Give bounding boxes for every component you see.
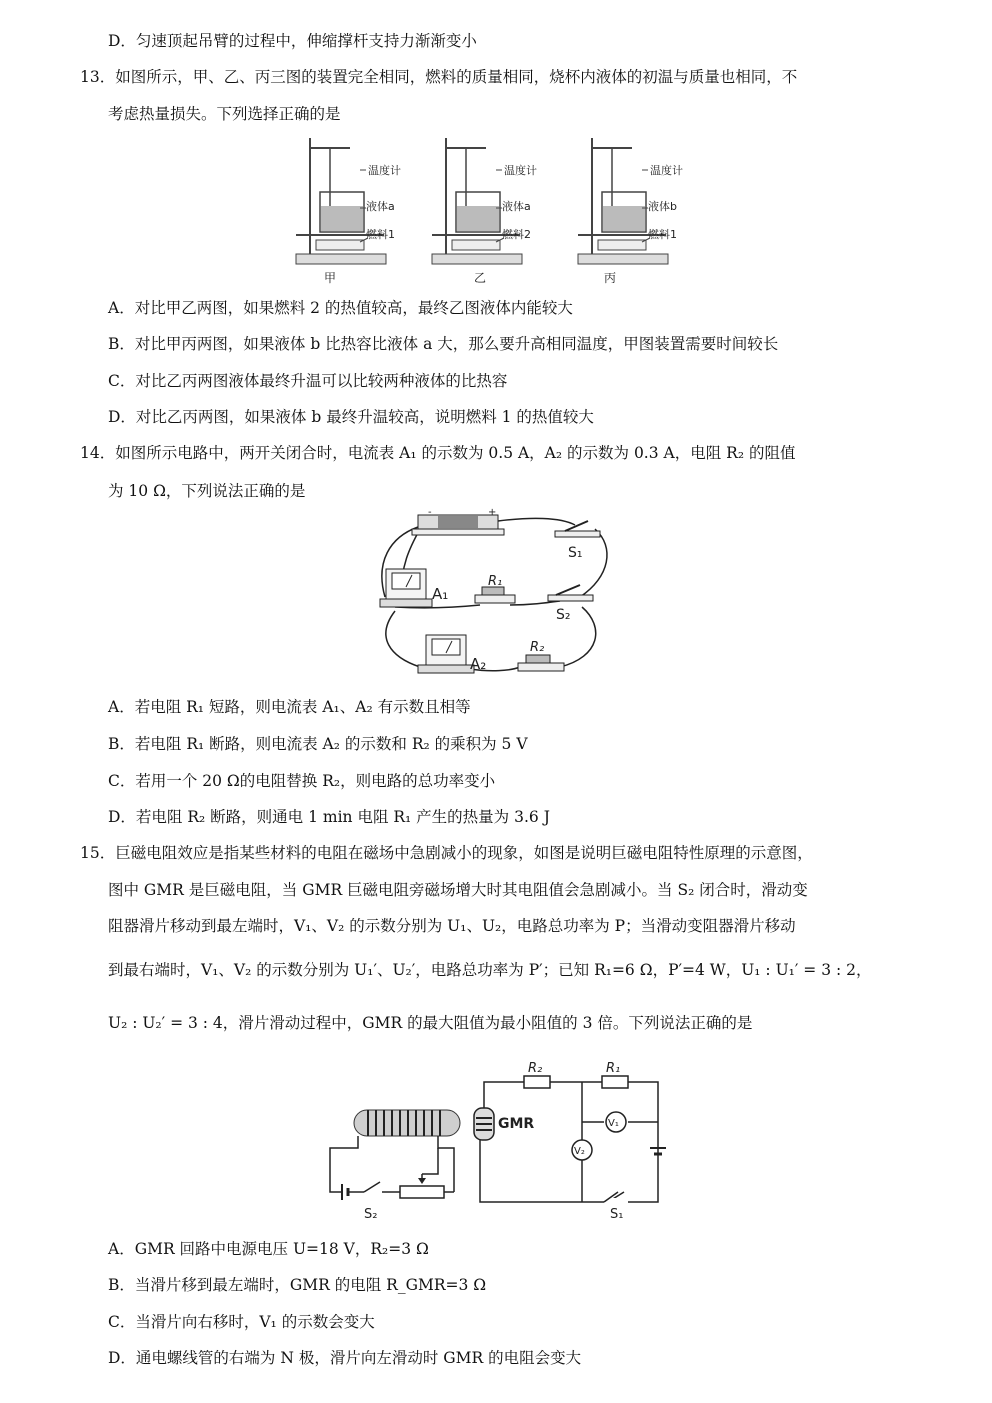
label-r2-gmr: R₂ — [528, 1061, 543, 1076]
label-r2: R₂ — [530, 640, 545, 655]
q15-option-a: A．GMR 回路中电源电压 U=18 V，R₂=3 Ω — [108, 1240, 429, 1258]
label-v1: V₁ — [608, 1118, 619, 1129]
q13-fuel-label-2: 燃料2 — [502, 228, 531, 241]
q13-option-a: A．对比甲乙两图，如果燃料 2 的热值较高，最终乙图液体内能较大 — [108, 299, 573, 317]
label-s2: S₂ — [556, 607, 571, 623]
q13-figure — [286, 130, 694, 290]
q14-circuit-figure — [370, 507, 620, 685]
q13-liquid-label-1: 液体a — [366, 200, 395, 213]
q15-option-b: B．当滑片移到最左端时，GMR 的电阻 R_GMR=3 Ω — [108, 1276, 487, 1294]
q13-caption-jia: 甲 — [324, 271, 337, 285]
q13-thermo-label-2: 温度计 — [504, 164, 537, 177]
q13-fuel-label-3: 燃料1 — [648, 228, 677, 241]
label-a1: A₁ — [432, 585, 449, 603]
label-r1-gmr: R₁ — [606, 1061, 621, 1076]
label-s1: S₁ — [568, 545, 583, 561]
label-r1: R₁ — [488, 574, 503, 589]
q13-thermo-label-3: 温度计 — [650, 164, 683, 177]
q13-stem-line2: 考虑热量损失。下列选择正确的是 — [108, 105, 341, 123]
q13-option-d: D．对比乙丙两图，如果液体 b 最终升温较高，说明燃料 1 的热值较大 — [108, 408, 594, 426]
battery-plus-label: + — [488, 507, 497, 518]
q15-gmr-figure — [318, 1052, 668, 1222]
q13-fuel-label-1: 燃料1 — [366, 228, 395, 241]
label-gmr: GMR — [498, 1116, 535, 1132]
q15-option-c: C．当滑片向右移时，V₁ 的示数会变大 — [108, 1313, 375, 1331]
q13-caption-yi: 乙 — [474, 271, 487, 285]
q14-stem-line2: 为 10 Ω，下列说法正确的是 — [108, 482, 306, 500]
q14-option-a: A．若电阻 R₁ 短路，则电流表 A₁、A₂ 有示数且相等 — [108, 698, 471, 716]
q15-stem-line3: 阻器滑片移动到最左端时，V₁、V₂ 的示数分别为 U₁、U₂，电路总功率为 P；当滑动变阻器滑片移动 — [108, 917, 796, 935]
q13-panel-jia — [296, 138, 401, 285]
q13-option-c: C．对比乙丙两图液体最终升温可以比较两种液体的比热容 — [108, 372, 508, 390]
q13-caption-bing: 丙 — [604, 271, 617, 285]
q15-stem-line1: 15．巨磁电阻效应是指某些材料的电阻在磁场中急剧减小的现象，如图是说明巨磁电阻特性原理的示意图， — [80, 844, 813, 862]
label-s2-gmr: S₂ — [364, 1207, 378, 1222]
q13-liquid-label-3: 液体b — [648, 200, 677, 213]
q14-option-d: D．若电阻 R₂ 断路，则通电 1 min 电阻 R₁ 产生的热量为 3.6 J — [108, 808, 550, 826]
q13-panel-bing — [578, 138, 683, 285]
q13-thermo-label-1: 温度计 — [368, 164, 401, 177]
q15-option-d: D．通电螺线管的右端为 N 极，滑片向左滑动时 GMR 的电阻会变大 — [108, 1349, 582, 1367]
q14-option-c: C．若用一个 20 Ω的电阻替换 R₂，则电路的总功率变小 — [108, 772, 496, 790]
q13-stem-line1: 13．如图所示，甲、乙、丙三图的装置完全相同，燃料的质量相同，烧杯内液体的初温与质量也相同，不 — [80, 68, 798, 86]
q13-option-b: B．对比甲丙两图，如果液体 b 比热容比液体 a 大，那么要升高相同温度，甲图装置需要时间较长 — [108, 335, 779, 353]
battery-minus-label: - — [428, 507, 432, 518]
label-a2: A₂ — [470, 655, 487, 673]
q12-option-d: D．匀速顶起吊臂的过程中，伸缩撑杆支持力渐渐变小 — [108, 32, 477, 50]
q15-stem-line2: 图中 GMR 是巨磁电阻，当 GMR 巨磁电阻旁磁场增大时其电阻值会急剧减小。当 S₂ 闭合时，滑动变 — [108, 881, 808, 899]
label-s1-gmr: S₁ — [610, 1207, 624, 1222]
q15-stem-line4: 到最右端时，V₁、V₂ 的示数分别为 U₁′、U₂′，电路总功率为 P′；已知 R₁=6 Ω，P′=4 W，U₁ : U₁′ = 3 : 2， — [108, 961, 872, 979]
q15-stem-line5: U₂ : U₂′ = 3 : 4，滑片滑动过程中，GMR 的最大阻值为最小阻值的 3 倍。下列说法正确的是 — [108, 1014, 753, 1032]
q13-panel-yi — [432, 138, 537, 285]
q13-liquid-label-2: 液体a — [502, 200, 531, 213]
q14-option-b: B．若电阻 R₁ 断路，则电流表 A₂ 的示数和 R₂ 的乘积为 5 V — [108, 735, 528, 753]
q14-stem-line1: 14．如图所示电路中，两开关闭合时，电流表 A₁ 的示数为 0.5 A，A₂ 的示数为 0.3 A，电阻 R₂ 的阻值 — [80, 444, 796, 462]
label-v2: V₂ — [574, 1146, 585, 1157]
